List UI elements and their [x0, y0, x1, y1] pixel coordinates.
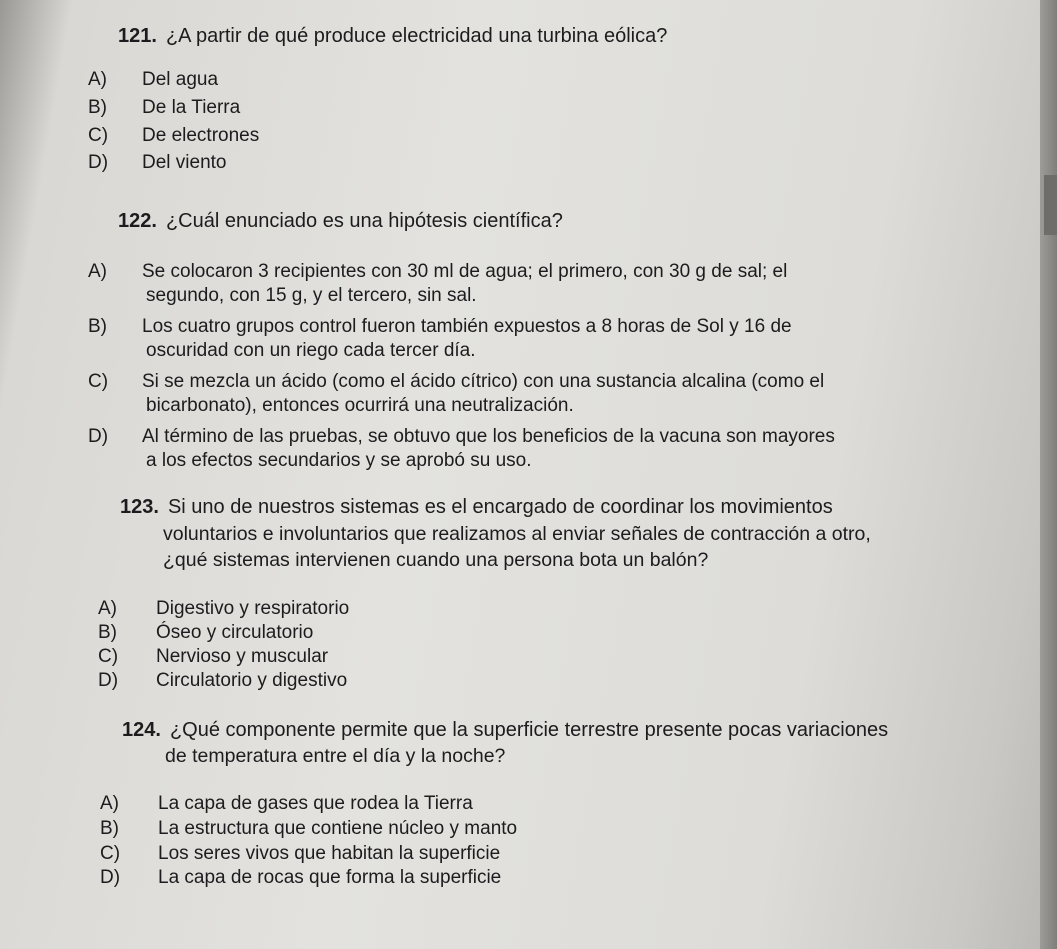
option-letter: A) [100, 793, 119, 814]
option-letter: A) [88, 69, 107, 90]
question-stem-line: Si uno de nuestros sistemas es el encargado de coordinar los movimientos [167, 496, 833, 518]
option-text-line: Si se mezcla un ácido (como el ácido cítrico) con una sustancia alcalina (como el [142, 371, 825, 392]
question-124 [122, 718, 888, 743]
option-a [98, 597, 349, 621]
option-letter: A) [98, 598, 117, 619]
option-text: Digestivo y respiratorio [156, 598, 350, 619]
option-text: Los seres vivos que habitan la superficie [158, 843, 501, 864]
option-text-line: a los efectos secundarios y se aprobó su uso. [146, 450, 532, 471]
option-text: Del agua [142, 69, 219, 90]
option-text: Del viento [142, 152, 227, 173]
option-letter: B) [88, 97, 107, 118]
option-letter: B) [88, 316, 107, 337]
option-d [98, 669, 347, 693]
option-text: La capa de gases que rodea la Tierra [158, 793, 473, 814]
option-letter: D) [100, 867, 121, 888]
question-123 [120, 495, 833, 520]
question-stem-line: ¿qué sistemas intervienen cuando una persona bota un balón? [163, 549, 709, 571]
option-letter: A) [88, 261, 107, 282]
option-b [88, 96, 240, 120]
page-edge-shadow [1040, 0, 1057, 949]
question-stem-line: de temperatura entre el día y la noche? [165, 745, 506, 767]
option-text: De la Tierra [142, 97, 241, 118]
option-c [98, 645, 328, 669]
binder-tab [1044, 175, 1057, 235]
option-a [88, 260, 787, 284]
option-letter: B) [98, 622, 117, 643]
option-b [98, 621, 313, 645]
option-letter: B) [100, 818, 119, 839]
option-d [88, 425, 835, 449]
option-text-line: Al término de las pruebas, se obtuvo que los beneficios de la vacuna son mayores [142, 426, 835, 447]
option-letter: D) [88, 152, 109, 173]
option-letter: D) [88, 426, 109, 447]
option-text: La capa de rocas que forma la superficie [158, 867, 502, 888]
option-a [88, 68, 218, 92]
question-number: 123. [120, 496, 159, 518]
option-letter: C) [100, 843, 121, 864]
option-text-line: Los cuatro grupos control fueron también expuestos a 8 horas de Sol y 16 de [142, 316, 792, 337]
option-text-line: segundo, con 15 g, y el tercero, sin sal. [146, 285, 477, 306]
option-text: Circulatorio y digestivo [156, 670, 348, 691]
option-letter: C) [98, 646, 119, 667]
question-stem-line: voluntarios e involuntarios que realizamos al enviar señales de contracción a otro, [163, 523, 871, 545]
option-letter: D) [98, 670, 119, 691]
option-text-line: Se colocaron 3 recipientes con 30 ml de agua; el primero, con 30 g de sal; el [142, 261, 788, 282]
option-text: De electrones [142, 125, 260, 146]
option-text: Nervioso y muscular [156, 646, 329, 667]
option-c [100, 842, 500, 866]
question-number: 121. [118, 25, 157, 47]
question-stem-line: ¿Qué componente permite que la superficie terrestre presente pocas variaciones [169, 719, 889, 741]
option-c [88, 370, 824, 394]
question-122 [118, 209, 563, 234]
question-number: 124. [122, 719, 161, 741]
question-stem: ¿Cuál enunciado es una hipótesis científica? [165, 210, 563, 232]
question-121 [118, 24, 667, 49]
option-a [100, 792, 473, 816]
option-b [100, 817, 517, 841]
option-c [88, 124, 259, 148]
option-text-line: oscuridad con un riego cada tercer día. [146, 340, 476, 361]
question-number: 122. [118, 210, 157, 232]
option-b [88, 315, 792, 339]
question-stem: ¿A partir de qué produce electricidad una turbina eólica? [165, 25, 668, 47]
option-text-line: bicarbonato), entonces ocurrirá una neutralización. [146, 395, 574, 416]
option-letter: C) [88, 125, 109, 146]
option-text: Óseo y circulatorio [156, 622, 314, 643]
option-d [88, 151, 227, 175]
option-d [100, 866, 501, 890]
option-letter: C) [88, 371, 109, 392]
option-text: La estructura que contiene núcleo y manto [158, 818, 518, 839]
